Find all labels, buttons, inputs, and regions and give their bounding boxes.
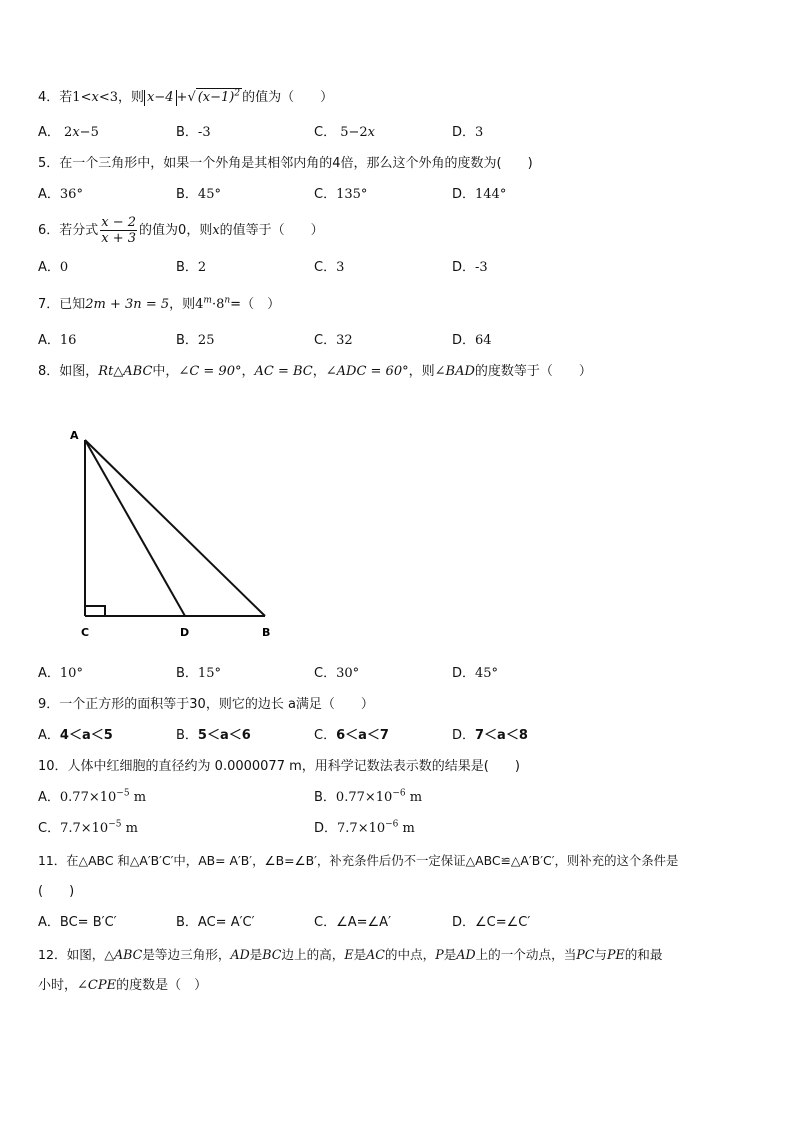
question-text: 的中点， <box>384 947 436 962</box>
right-angle-mark <box>85 606 105 616</box>
option-text: −5 <box>79 125 99 140</box>
option-letter: B． <box>176 333 198 348</box>
option-text: 25 <box>197 333 215 348</box>
math-expression: PC <box>576 947 595 962</box>
exponent: −5 <box>116 788 130 799</box>
question-9: 9．一个正方形的面积等于30，则它的边长 a满足（ ） <box>38 697 374 712</box>
math-expression: AD <box>230 947 250 962</box>
question-text: 与 <box>594 947 608 962</box>
option-b[interactable] <box>176 259 206 277</box>
question-11-line-1: 11．在△ABC 和△A′B′C′中，AB= A′B′，∠B=∠B′，补充条件后仍不一定保证△ABC≌△A′B′C′，则补充的这个条件是 <box>38 853 679 868</box>
question-text: 的度数等于（ ） <box>474 364 592 379</box>
option-text: 7.7×10 <box>60 821 109 836</box>
option-a[interactable] <box>38 186 83 204</box>
option-text: 32 <box>336 333 353 348</box>
question-number: 4． <box>38 90 60 105</box>
option-c[interactable] <box>314 665 359 683</box>
option-letter: C． <box>314 260 337 275</box>
option-d[interactable] <box>452 332 492 350</box>
option-text: 144° <box>475 187 507 202</box>
option-letter: C． <box>314 728 337 743</box>
question-11-line-2: ( ) <box>38 884 75 899</box>
option-text: 16 <box>59 333 77 348</box>
option-text: 135° <box>336 187 368 202</box>
math-operator: < <box>80 90 92 105</box>
question-text: 是 <box>249 947 263 962</box>
exponent: −5 <box>108 819 122 830</box>
math-number: 1 <box>72 90 81 105</box>
segment-ab <box>85 440 265 616</box>
math-variable: x <box>212 223 220 238</box>
math-expression: AC <box>366 947 385 962</box>
option-text: 2 <box>64 125 73 140</box>
option-text: 0 <box>59 260 69 275</box>
unit: m <box>121 821 138 836</box>
math-expression: PE <box>607 947 625 962</box>
sqrt-symbol: √ <box>187 90 196 105</box>
exponent: n <box>224 295 231 306</box>
fraction-numerator: x − 2 <box>101 215 137 230</box>
label-b: B <box>262 626 271 639</box>
option-c[interactable] <box>314 914 391 932</box>
option-text: 5−2 <box>340 125 368 140</box>
question-10: 10．人体中红细胞的直径约为 0.0000077 m，用科学记数法表示数的结果是( ) <box>38 759 520 774</box>
option-c[interactable] <box>314 124 375 142</box>
option-letter: C． <box>38 821 61 836</box>
question-text: 的值为0，则 <box>139 223 213 238</box>
exponent: m <box>203 295 212 306</box>
question-text: 的值为（ ） <box>242 90 334 105</box>
question-12-line-2 <box>38 977 207 995</box>
option-letter: B． <box>314 790 336 805</box>
question-text: 的度数是（ ） <box>116 978 208 993</box>
exponent: −6 <box>392 788 406 799</box>
math-expression: ∠BAD <box>434 364 475 379</box>
option-letter: D． <box>452 260 476 275</box>
option-letter: A． <box>38 915 60 930</box>
question-text: ， <box>241 364 255 379</box>
option-text: 0.77×10 <box>335 790 393 805</box>
option-d[interactable] <box>452 186 506 204</box>
option-text: 5＜a＜6 <box>197 728 251 743</box>
option-b[interactable] <box>176 665 221 683</box>
option-text: 7＜a＜8 <box>475 728 528 743</box>
option-text: 30° <box>336 666 360 681</box>
math-equation: 2m + 3n = 5 <box>85 297 170 312</box>
fraction <box>100 215 137 246</box>
math-expression: E <box>344 947 354 962</box>
option-a[interactable] <box>38 665 83 683</box>
option-text: BC= B′C′ <box>59 915 117 930</box>
label-d: D <box>180 626 190 639</box>
option-text: 10° <box>59 666 83 681</box>
option-text: 45° <box>197 187 221 202</box>
option-letter: A． <box>38 333 60 348</box>
math-expression: ∠C = 90° <box>178 364 242 379</box>
option-a[interactable] <box>38 914 117 932</box>
question-text: 小时， <box>38 978 78 993</box>
option-text: 15° <box>197 666 221 681</box>
unit: m <box>405 790 423 805</box>
math-expression: BC <box>262 947 282 962</box>
option-letter: D． <box>452 187 476 202</box>
option-letter: A． <box>38 666 60 681</box>
option-text: -3 <box>475 260 488 275</box>
option-d[interactable] <box>452 727 528 745</box>
option-text: 64 <box>475 333 492 348</box>
question-text: ， <box>312 364 326 379</box>
option-letter: B． <box>176 666 198 681</box>
unit: m <box>398 821 415 836</box>
option-letter: A． <box>38 790 60 805</box>
option-text: ∠A=∠A′ <box>336 915 392 930</box>
unit: m <box>129 790 147 805</box>
option-text: 6＜a＜7 <box>336 728 389 743</box>
math-operator: + <box>176 90 188 105</box>
option-letter: B． <box>176 125 198 140</box>
exponent: −6 <box>385 819 399 830</box>
option-text: 36° <box>59 187 83 202</box>
option-d[interactable] <box>452 124 483 142</box>
option-b[interactable] <box>176 332 214 350</box>
option-d[interactable] <box>452 665 498 683</box>
option-a[interactable] <box>38 332 76 350</box>
option-d[interactable] <box>452 914 530 932</box>
math-variable: x <box>72 125 80 140</box>
option-letter: B． <box>176 260 198 275</box>
option-text: 3 <box>336 260 345 275</box>
option-text: AC= A′C′ <box>197 915 255 930</box>
option-letter: D． <box>314 821 338 836</box>
question-text: 6．若分式 <box>38 223 99 238</box>
question-12-line-1 <box>38 946 662 964</box>
segment-ad <box>85 440 185 616</box>
option-letter: A． <box>38 187 60 202</box>
question-5: 5．在一个三角形中，如果一个外角是其相邻内角的4倍，那么这个外角的度数为( ) <box>38 156 533 171</box>
exponent: 2 <box>234 88 241 99</box>
absolute-value-expression: x−4 <box>144 90 177 106</box>
option-b[interactable] <box>176 727 251 745</box>
sqrt-expression: (x−1) <box>197 90 235 105</box>
math-expression: P <box>435 947 444 962</box>
math-number: 3 <box>109 90 119 105</box>
option-letter: D． <box>452 728 476 743</box>
option-letter: D． <box>452 915 476 930</box>
question-8 <box>38 363 592 381</box>
option-d[interactable] <box>452 259 488 277</box>
option-text: 4＜a＜5 <box>59 728 113 743</box>
option-b[interactable] <box>176 186 221 204</box>
math-variable: x <box>367 125 375 140</box>
math-expression: ∠CPE <box>77 978 117 993</box>
option-letter: C． <box>314 915 337 930</box>
option-a[interactable] <box>38 727 113 745</box>
math-operator: · <box>211 297 217 312</box>
question-text: 7．已知 <box>38 297 86 312</box>
option-a[interactable] <box>38 789 146 807</box>
option-text: 3 <box>475 125 484 140</box>
fraction-denominator: x + 3 <box>101 231 137 246</box>
option-b[interactable] <box>314 789 422 807</box>
question-text: 8．如图， <box>38 364 99 379</box>
option-letter: B． <box>176 187 198 202</box>
option-letter: A． <box>38 728 60 743</box>
label-c: C <box>81 626 90 639</box>
option-letter: C． <box>314 333 337 348</box>
question-text: =（ ） <box>230 297 281 312</box>
option-letter: D． <box>452 666 476 681</box>
question-text: ，则 <box>118 90 145 105</box>
option-text: 2 <box>197 260 207 275</box>
option-b[interactable] <box>176 914 255 932</box>
question-text: 若 <box>59 90 73 105</box>
option-c[interactable] <box>314 332 353 350</box>
question-text: 是 <box>443 947 457 962</box>
question-text: 上的一个动点，当 <box>475 947 577 962</box>
option-letter: C． <box>314 125 337 140</box>
option-letter: D． <box>452 125 476 140</box>
math-variable: x <box>91 90 99 105</box>
math-operator: < <box>98 90 110 105</box>
question-text: 中， <box>152 364 179 379</box>
option-c[interactable] <box>38 820 138 838</box>
question-text: ，则 <box>408 364 435 379</box>
question-text: 是 <box>353 947 367 962</box>
triangle-figure <box>60 422 280 644</box>
question-6 <box>38 212 324 250</box>
math-expression: AD <box>456 947 476 962</box>
question-text: 12．如图， <box>38 947 105 962</box>
option-c[interactable] <box>314 186 367 204</box>
option-letter: C． <box>314 187 337 202</box>
option-text: 0.77×10 <box>59 790 117 805</box>
math-base: 8 <box>216 297 225 312</box>
option-text: 45° <box>475 666 499 681</box>
option-c[interactable] <box>314 259 344 277</box>
question-text: 的和最 <box>624 947 663 962</box>
option-b[interactable] <box>176 124 211 142</box>
question-text: ，则 <box>169 297 196 312</box>
option-letter: A． <box>38 125 60 140</box>
question-4 <box>38 88 333 107</box>
question-text: 边上的高， <box>281 947 345 962</box>
option-letter: A． <box>38 260 60 275</box>
option-d[interactable] <box>314 820 415 838</box>
option-a[interactable] <box>38 259 68 277</box>
question-7 <box>38 296 280 314</box>
option-letter: B． <box>176 915 198 930</box>
math-expression: Rt△ABC <box>98 364 153 379</box>
math-base: 4 <box>195 297 204 312</box>
label-a: A <box>70 429 79 442</box>
option-letter: C． <box>314 666 337 681</box>
sqrt-radicand <box>196 88 242 107</box>
option-letter: B． <box>176 728 198 743</box>
option-a[interactable] <box>38 124 99 142</box>
math-expression: AC = BC <box>254 364 313 379</box>
question-text: 是等边三角形， <box>142 947 231 962</box>
question-text: 的值等于（ ） <box>219 223 324 238</box>
math-expression: △ABC <box>104 947 143 962</box>
option-text: -3 <box>197 125 211 140</box>
option-text: ∠C=∠C′ <box>475 915 531 930</box>
option-letter: D． <box>452 333 476 348</box>
option-c[interactable] <box>314 727 389 745</box>
math-expression: ∠ADC = 60° <box>325 364 409 379</box>
option-text: 7.7×10 <box>337 821 386 836</box>
